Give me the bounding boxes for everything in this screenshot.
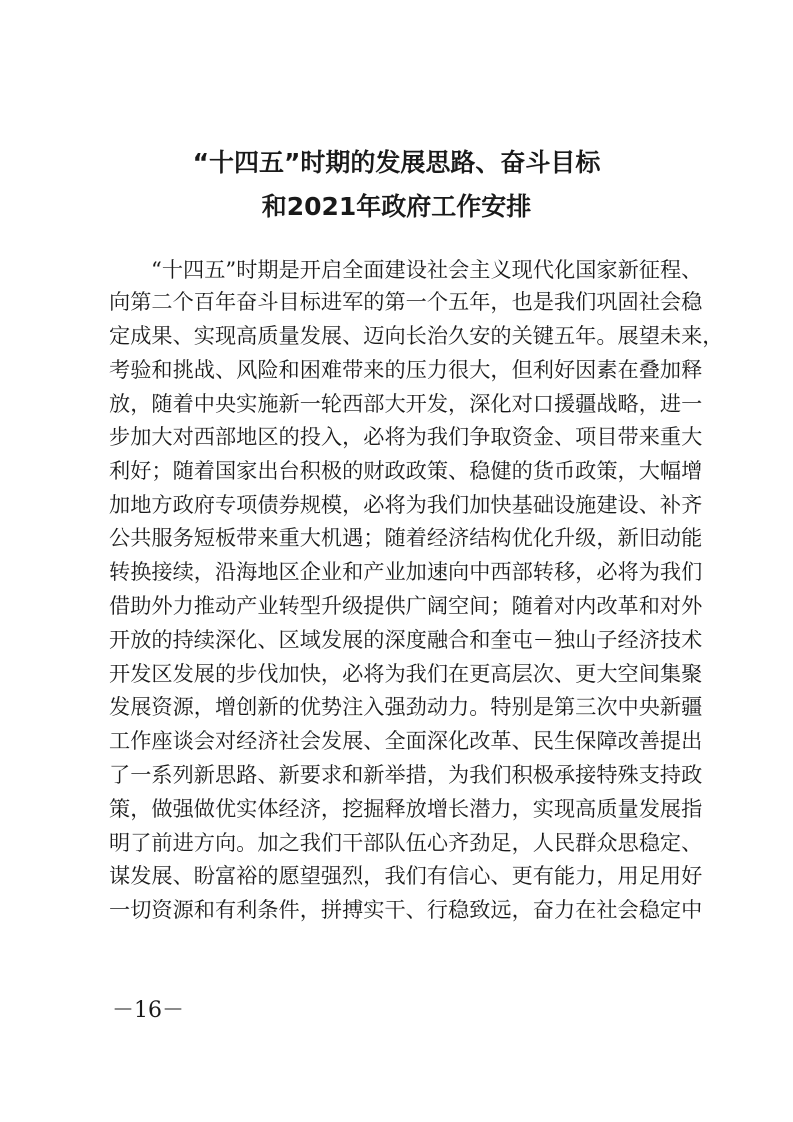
paragraph-line: 步加大对西部地区的投入，必将为我们争取资金、项目带来重大	[109, 424, 703, 449]
paragraph-line: 利好；随着国家出台积极的财政政策、稳健的货币政策，大幅增	[109, 458, 703, 483]
page-number: －16－	[112, 998, 184, 1023]
paragraph-line: 公共服务短板带来重大机遇；随着经济结构优化升级，新旧动能	[109, 525, 703, 550]
paragraph-line: 工作座谈会对经济社会发展、全面深化改革、民生保障改善提出	[109, 728, 703, 753]
paragraph-line: 借助外力推动产业转型升级提供广阔空间；随着对内改革和对外	[109, 593, 703, 618]
paragraph-line: 谋发展、盼富裕的愿望强烈，我们有信心、更有能力，用足用好	[109, 863, 703, 888]
paragraph-line: 定成果、实现高质量发展、迈向长治久安的关键五年。展望未来，	[109, 323, 724, 348]
paragraph-line: 了一系列新思路、新要求和新举措，为我们积极承接特殊支持政	[109, 762, 703, 787]
paragraph-line: 一切资源和有利条件，拼搏实干、行稳致远，奋力在社会稳定中	[109, 897, 703, 922]
paragraph-line: 向第二个百年奋斗目标进军的第一个五年，也是我们巩固社会稳	[109, 289, 703, 314]
paragraph-line: 加地方政府专项债券规模，必将为我们加快基础设施建设、补齐	[109, 492, 703, 517]
paragraph-line: 放，随着中央实施新一轮西部大开发，深化对口援疆战略，进一	[109, 391, 703, 416]
document-title-line-2: 和2021年政府工作安排	[261, 192, 532, 221]
paragraph-line: 开发区发展的步伐加快，必将为我们在更高层次、更大空间集聚	[109, 661, 703, 686]
paragraph-line: 发展资源，增创新的优势注入强劲动力。特别是第三次中央新疆	[109, 694, 703, 719]
paragraph-line: 明了前进方向。加之我们干部队伍心齐劲足，人民群众思稳定、	[109, 830, 703, 855]
document-title-line-1: “十四五”时期的发展思路、奋斗目标	[192, 148, 601, 177]
paragraph-line: 开放的持续深化、区域发展的深度融合和奎屯－独山子经济技术	[109, 627, 703, 652]
paragraph-line: “十四五”时期是开启全面建设社会主义现代化国家新征程、	[151, 257, 703, 282]
paragraph-line: 转换接续，沿海地区企业和产业加速向中西部转移，必将为我们	[109, 559, 703, 584]
paragraph-line: 考验和挑战、风险和困难带来的压力很大，但利好因素在叠加释	[109, 357, 703, 382]
paragraph-line: 策，做强做优实体经济，挖掘释放增长潜力，实现高质量发展指	[109, 796, 703, 821]
